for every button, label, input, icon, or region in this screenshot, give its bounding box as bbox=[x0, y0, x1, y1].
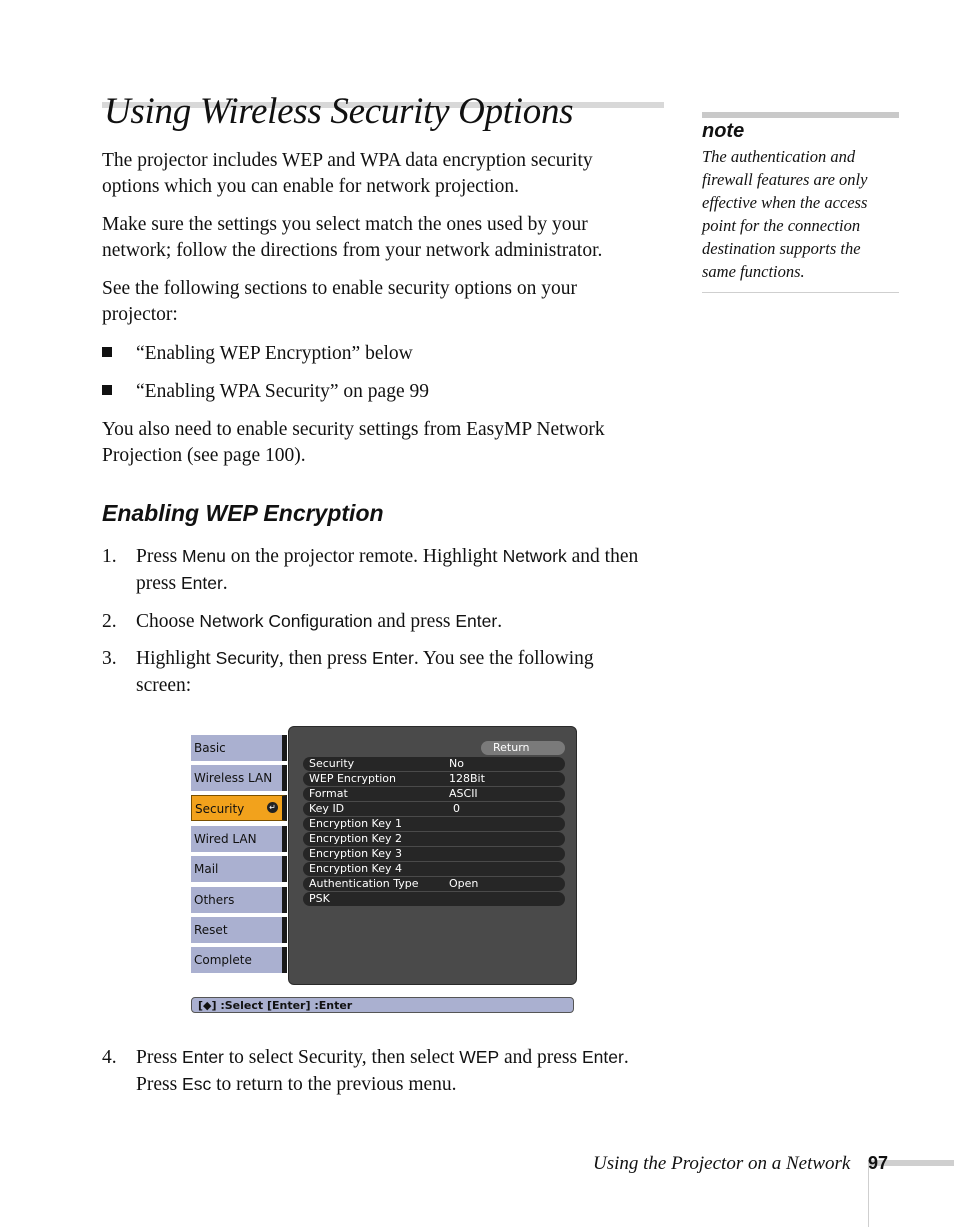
menu-item-mail[interactable]: Mail bbox=[191, 856, 287, 882]
settings-panel bbox=[288, 726, 577, 985]
menu-footer-hint: [◆] :Select [Enter] :Enter bbox=[191, 997, 574, 1013]
menu-item-security[interactable]: Security ↵ bbox=[191, 795, 287, 821]
menu-item-complete[interactable]: Complete bbox=[191, 947, 287, 973]
step-number: 4. bbox=[102, 1047, 117, 1068]
menu-item-wireless-lan[interactable]: Wireless LAN bbox=[191, 765, 287, 791]
intro-paragraph-3: See the following sections to enable security options on your projector: bbox=[102, 278, 577, 325]
step-number: 1. bbox=[102, 546, 117, 567]
section-heading: Enabling WEP Encryption bbox=[102, 500, 384, 526]
note-rule bbox=[702, 112, 899, 118]
menu-item-others[interactable]: Others bbox=[191, 887, 287, 913]
bullet-square-icon bbox=[102, 347, 112, 357]
intro-paragraph-2: Make sure the settings you select match the ones used by your network; follow the directions from your network administrator. bbox=[102, 214, 603, 261]
step-4: 4. Press Enter to select Security, then select WEP and press Enter. Press Esc to return to the previous menu. bbox=[102, 1044, 647, 1098]
bullet-link-wpa[interactable]: “Enabling WPA Security” on page 99 bbox=[136, 381, 429, 402]
setting-row[interactable]: Security No bbox=[303, 757, 565, 771]
projector-menu-screenshot bbox=[190, 725, 576, 1017]
step-2: 2. Choose Network Configuration and press Enter. bbox=[102, 608, 647, 635]
return-button[interactable]: Return bbox=[481, 741, 565, 755]
setting-row[interactable]: Encryption Key 4 bbox=[303, 862, 565, 876]
setting-row[interactable]: Key ID 0 bbox=[303, 802, 565, 816]
setting-row[interactable]: Encryption Key 3 bbox=[303, 847, 565, 861]
page-title: Using Wireless Security Options bbox=[104, 91, 574, 132]
bullet-square-icon bbox=[102, 385, 112, 395]
step-number: 2. bbox=[102, 611, 117, 632]
bullet-item bbox=[102, 379, 429, 405]
menu-item-reset[interactable]: Reset bbox=[191, 917, 287, 943]
step-1: 1. Press Menu on the projector remote. Highlight Network and then press Enter. bbox=[102, 543, 647, 597]
after-bullets-paragraph: You also need to enable security settings from EasyMP Network Projection (see page 100). bbox=[102, 419, 605, 466]
footer-chapter-title: Using the Projector on a Network bbox=[593, 1153, 851, 1174]
page-number: 97 bbox=[868, 1153, 889, 1173]
note-text: The authentication and firewall features are only effective when the access point for the connection destination supports the same functions. bbox=[702, 147, 868, 281]
setting-row[interactable]: Authentication Type Open bbox=[303, 877, 565, 891]
menu-item-basic[interactable]: Basic bbox=[191, 735, 287, 761]
step-number: 3. bbox=[102, 648, 117, 669]
note-heading: note bbox=[702, 120, 745, 142]
setting-row[interactable]: Format ASCII bbox=[303, 787, 565, 801]
step-3: 3. Highlight Security, then press Enter. You see the following screen: bbox=[102, 645, 647, 699]
bullet-item bbox=[102, 341, 413, 367]
footer-vertical-rule bbox=[868, 1166, 869, 1227]
setting-row[interactable]: PSK bbox=[303, 892, 565, 906]
setting-row[interactable]: Encryption Key 1 bbox=[303, 817, 565, 831]
menu-item-wired-lan[interactable]: Wired LAN bbox=[191, 826, 287, 852]
setting-row[interactable]: WEP Encryption 128Bit bbox=[303, 772, 565, 786]
enter-icon: ↵ bbox=[267, 802, 278, 813]
bullet-link-wep[interactable]: “Enabling WEP Encryption” below bbox=[136, 343, 413, 364]
setting-row[interactable]: Encryption Key 2 bbox=[303, 832, 565, 846]
note-divider bbox=[702, 292, 899, 293]
intro-paragraph-1: The projector includes WEP and WPA data encryption security options which you can enable for network projection. bbox=[102, 150, 593, 197]
